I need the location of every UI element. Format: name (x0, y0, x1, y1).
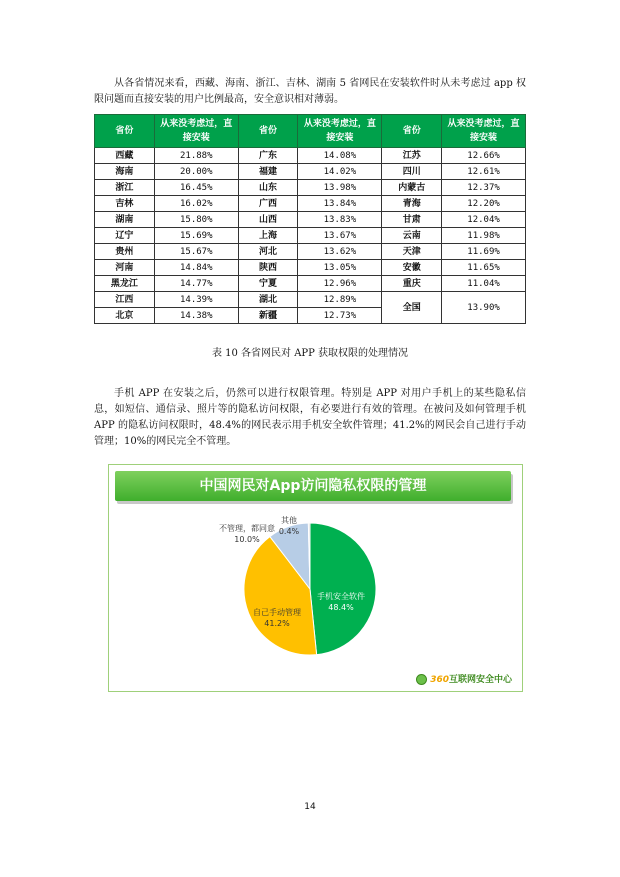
value-cell: 12.96% (298, 276, 382, 292)
province-cell: 湖北 (238, 292, 298, 308)
province-cell: 西藏 (95, 148, 155, 164)
value-cell: 14.08% (298, 148, 382, 164)
province-cell: 北京 (95, 308, 155, 324)
value-cell: 14.38% (154, 308, 238, 324)
table-row (95, 276, 526, 292)
table-header-row (95, 115, 526, 148)
province-cell: 宁夏 (238, 276, 298, 292)
table-row (95, 244, 526, 260)
brand-text: 互联网安全中心 (448, 675, 512, 685)
table-row (95, 180, 526, 196)
province-cell: 江苏 (382, 148, 442, 164)
header-value: 从来没考虑过，直接安装 (298, 115, 382, 148)
province-cell: 黑龙江 (95, 276, 155, 292)
slice-label: 手机安全软件 (317, 592, 365, 601)
value-cell: 13.05% (298, 260, 382, 276)
province-cell: 广东 (238, 148, 298, 164)
value-cell: 12.61% (442, 164, 526, 180)
value-cell: 14.02% (298, 164, 382, 180)
slice-label: 不管理，都同意 (219, 524, 275, 533)
table-row (95, 212, 526, 228)
province-cell: 安徽 (382, 260, 442, 276)
table-row (95, 260, 526, 276)
header-value: 从来没考虑过，直接安装 (442, 115, 526, 148)
slice-label: 其他 (281, 516, 297, 525)
slice-value-label: 10.0% (234, 535, 260, 544)
value-cell: 12.66% (442, 148, 526, 164)
province-cell: 重庆 (382, 276, 442, 292)
table-caption: 表 10 各省网民对 APP 获取权限的处理情况 (211, 348, 409, 359)
value-cell: 20.00% (154, 164, 238, 180)
province-cell: 陕西 (238, 260, 298, 276)
value-cell: 15.69% (154, 228, 238, 244)
pie-chart (109, 465, 522, 691)
value-cell: 13.84% (298, 196, 382, 212)
page-number: 14 (304, 802, 316, 812)
value-cell: 11.65% (442, 260, 526, 276)
slice-value-label: 41.2% (264, 619, 290, 628)
province-cell: 山西 (238, 212, 298, 228)
value-cell: 13.83% (298, 212, 382, 228)
header-value: 从来没考虑过，直接安装 (154, 115, 238, 148)
brand-number: 360 (430, 675, 449, 685)
province-cell: 贵州 (95, 244, 155, 260)
province-cell: 湖南 (95, 212, 155, 228)
province-cell: 河北 (238, 244, 298, 260)
brand-logo (416, 672, 512, 685)
province-cell: 广西 (238, 196, 298, 212)
value-cell: 12.73% (298, 308, 382, 324)
value-cell: 15.67% (154, 244, 238, 260)
value-cell: 13.98% (298, 180, 382, 196)
province-cell: 江西 (95, 292, 155, 308)
province-cell: 山东 (238, 180, 298, 196)
province-cell: 四川 (382, 164, 442, 180)
table-row (95, 164, 526, 180)
slice-value-label: 48.4% (328, 603, 354, 612)
province-cell: 河南 (95, 260, 155, 276)
value-cell: 14.39% (154, 292, 238, 308)
table-row (95, 148, 526, 164)
paragraph-management: 手机 APP 在安装之后，仍然可以进行权限管理。特别是 APP 对用户手机上的某些隐私信息，如短信、通信录、照片等的隐私访问权限，有必要进行有效的管理。在被问及如何管理手机 APP 的隐私访问权限时，48.4%的网民表示用手机安全软件管理；41.2%的网民会自己进行手动管理；10%的网民完全不管理。 (94, 388, 526, 447)
value-cell: 11.98% (442, 228, 526, 244)
pie-slice (310, 523, 376, 655)
province-cell: 甘肃 (382, 212, 442, 228)
value-cell: 16.45% (154, 180, 238, 196)
value-cell: 15.80% (154, 212, 238, 228)
value-cell: 16.02% (154, 196, 238, 212)
chart-title: 中国网民对App访问隐私权限的管理 (115, 471, 511, 501)
slice-label: 自己手动管理 (253, 608, 301, 617)
province-cell: 吉林 (95, 196, 155, 212)
value-cell: 13.67% (298, 228, 382, 244)
province-cell: 上海 (238, 228, 298, 244)
brand-logo-icon (416, 674, 427, 685)
header-province: 省份 (95, 115, 155, 148)
province-cell: 海南 (95, 164, 155, 180)
value-cell: 13.62% (298, 244, 382, 260)
province-cell: 内蒙古 (382, 180, 442, 196)
value-cell: 12.37% (442, 180, 526, 196)
value-cell: 12.20% (442, 196, 526, 212)
province-cell: 天津 (382, 244, 442, 260)
value-cell: 12.89% (298, 292, 382, 308)
province-cell: 浙江 (95, 180, 155, 196)
paragraph-intro: 从各省情况来看，西藏、海南、浙江、吉林、湖南 5 省网民在安装软件时从未考虑过 app 权限问题而直接安装的用户比例最高，安全意识相对薄弱。 (94, 78, 526, 105)
national-label-cell: 全国 (382, 292, 442, 324)
value-cell: 14.84% (154, 260, 238, 276)
province-cell: 云南 (382, 228, 442, 244)
province-cell: 青海 (382, 196, 442, 212)
header-province: 省份 (238, 115, 298, 148)
value-cell: 12.04% (442, 212, 526, 228)
value-cell: 14.77% (154, 276, 238, 292)
header-province: 省份 (382, 115, 442, 148)
national-value-cell: 13.90% (442, 292, 526, 324)
table-row (95, 292, 526, 308)
province-cell: 福建 (238, 164, 298, 180)
province-cell: 辽宁 (95, 228, 155, 244)
value-cell: 11.04% (442, 276, 526, 292)
table-row (95, 196, 526, 212)
slice-value-label: 0.4% (278, 527, 300, 536)
province-cell: 新疆 (238, 308, 298, 324)
value-cell: 11.69% (442, 244, 526, 260)
province-table (94, 114, 526, 324)
table-row (95, 228, 526, 244)
value-cell: 21.88% (154, 148, 238, 164)
pie-chart-panel (108, 464, 523, 692)
